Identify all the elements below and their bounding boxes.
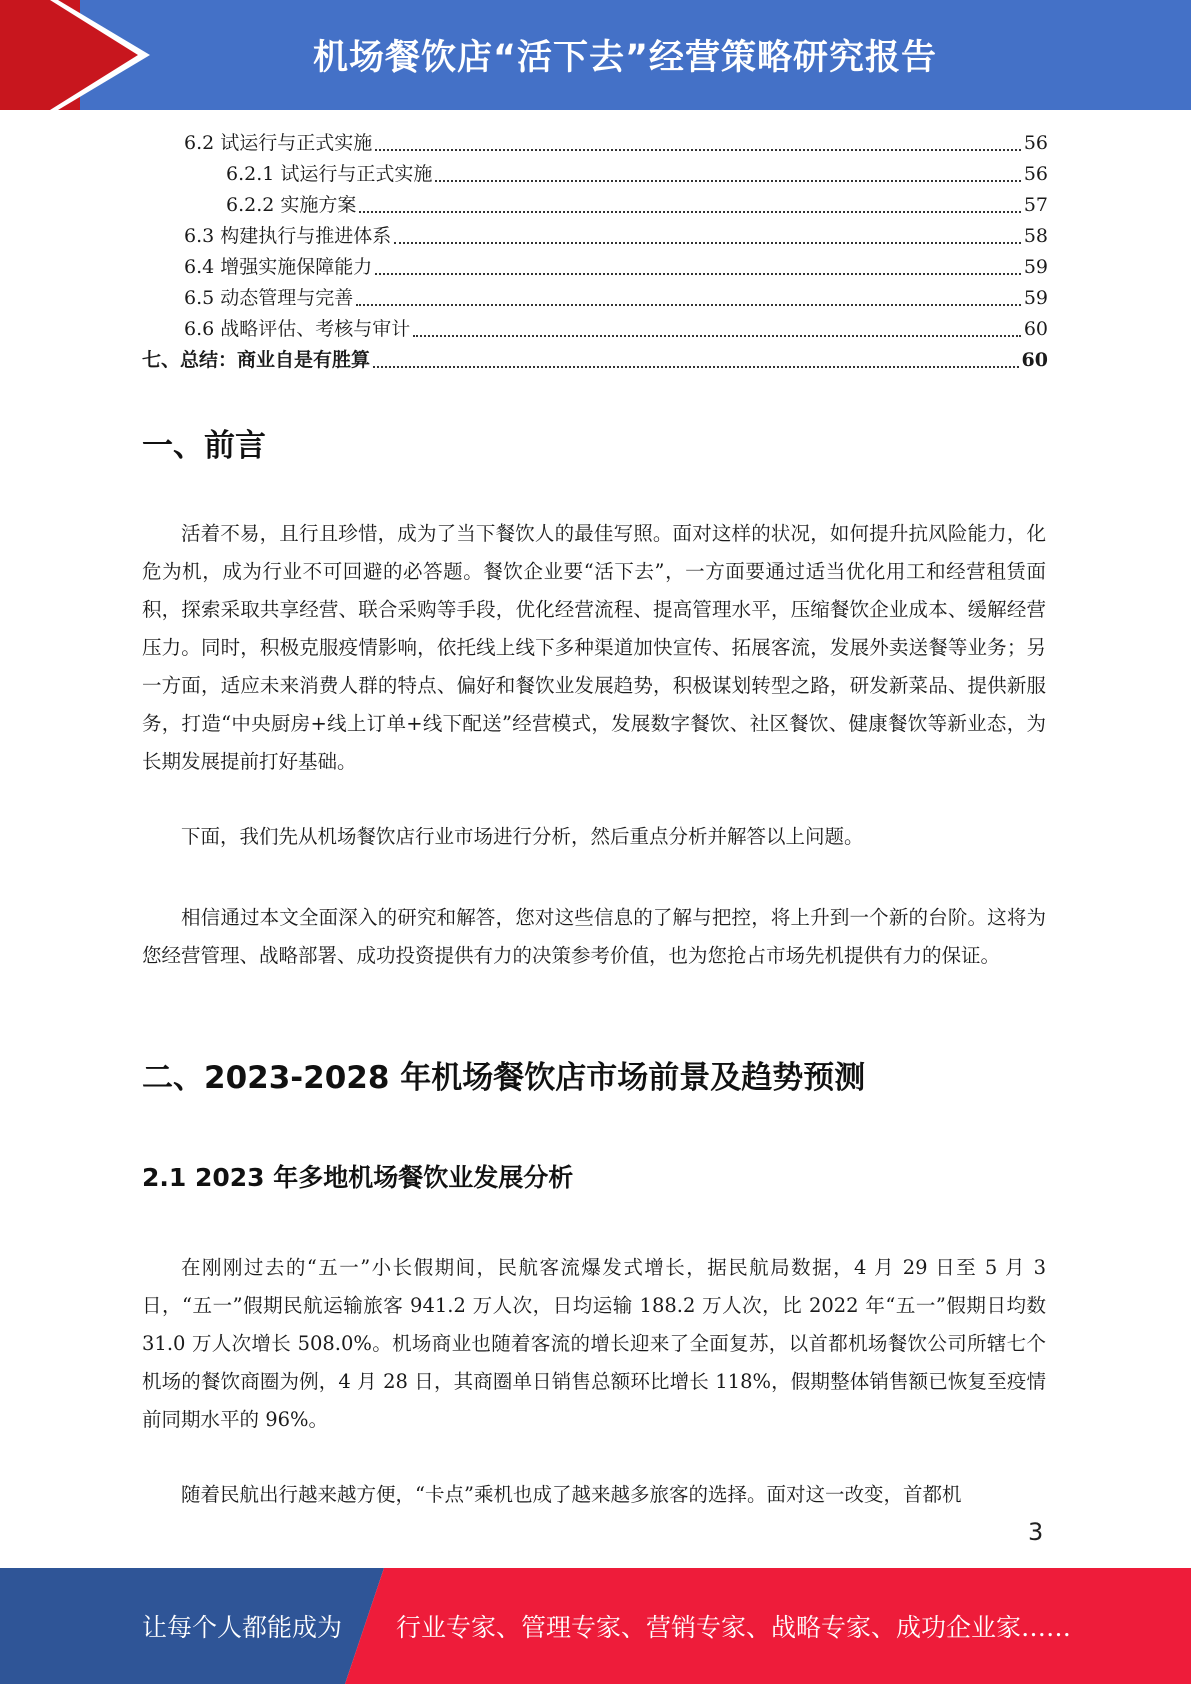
toc-dot-leader [394, 242, 1021, 244]
toc-dot-leader [375, 273, 1021, 275]
toc-entry[interactable] [142, 128, 1048, 159]
report-title: 机场餐饮店“活下去”经营策略研究报告 [312, 38, 937, 78]
table-of-contents [142, 128, 1048, 376]
paragraph: 随着民航出行越来越方便，“卡点”乘机也成了越来越多旅客的选择。面对这一改变，首都机 [181, 1483, 962, 1506]
toc-entry-page: 58 [1023, 225, 1048, 247]
toc-dot-leader [359, 211, 1020, 213]
toc-entry-label: 6.6 战略评估、考核与审计 [184, 318, 411, 340]
toc-entry-label: 七、总结：商业自是有胜算 [142, 349, 371, 371]
paragraph: 下面，我们先从机场餐饮店行业市场进行分析，然后重点分析并解答以上问题。 [181, 825, 864, 848]
footer-slogan-left: 让每个人都能成为 [142, 1613, 343, 1642]
toc-entry-page: 56 [1023, 132, 1048, 154]
toc-dot-leader [435, 180, 1020, 182]
toc-entry[interactable] [142, 345, 1048, 376]
toc-entry-label: 6.2.2 实施方案 [226, 194, 357, 216]
toc-entry-label: 6.4 增强实施保障能力 [184, 256, 373, 278]
toc-entry-page: 56 [1023, 163, 1048, 185]
toc-entry-page: 60 [1021, 349, 1048, 371]
toc-dot-leader [375, 149, 1021, 151]
toc-entry[interactable] [142, 252, 1048, 283]
toc-entry-page: 59 [1023, 287, 1048, 309]
toc-entry[interactable] [142, 314, 1048, 345]
toc-entry-label: 6.5 动态管理与完善 [184, 287, 354, 309]
toc-entry-page: 60 [1023, 318, 1048, 340]
paragraph: 在刚刚过去的“五一”小长假期间，民航客流爆发式增长，据民航局数据，4 月 29 日至 5 月 3 日，“五一”假期民航运输旅客 941.2 万人次，日均运输 188.2 万人次，比 2022 年“五一”假期日均数 31.0 万人次增长 508.0%。机场商业也随着客流的增长迎来了全面复苏，以首都机场餐饮公司所辖七个机场的餐饮商圈为例，4 月 28 日，其商圈单日销售总额环比增长 118%，假期整体销售额已恢复至疫情前同期水平的 96%。 [142, 1256, 1046, 1431]
toc-entry[interactable] [142, 283, 1048, 314]
toc-dot-leader [356, 304, 1021, 306]
paragraph: 活着不易，且行且珍惜，成为了当下餐饮人的最佳写照。面对这样的状况，如何提升抗风险能力，化危为机，成为行业不可回避的必答题。餐饮企业要“活下去”，一方面要通过适当优化用工和经营租赁面积，探索采取共享经营、联合采购等手段，优化经营流程、提高管理水平，压缩餐饮企业成本、缓解经营压力。同时，积极克服疫情影响，依托线上线下多种渠道加快宣传、拓展客流，发展外卖送餐等业务；另一方面，适应未来消费人群的特点、偏好和餐饮业发展趋势，积极谋划转型之路，研发新菜品、提供新服务，打造“中央厨房+线上订单+线下配送”经营模式，发展数字餐饮、社区餐饮、健康餐饮等新业态，为长期发展提前打好基础。 [142, 522, 1046, 773]
header-chevron-icon [0, 0, 160, 110]
toc-entry-label: 6.2.1 试运行与正式实施 [226, 163, 433, 185]
toc-entry-page: 57 [1023, 194, 1048, 216]
section-heading-chapter2: 二、2023-2028 年机场餐饮店市场前景及趋势预测 [142, 1060, 866, 1096]
toc-dot-leader [373, 366, 1019, 368]
toc-entry-label: 6.3 构建执行与推进体系 [184, 225, 392, 247]
paragraph: 相信通过本文全面深入的研究和解答，您对这些信息的了解与把控，将上升到一个新的台阶。这将为您经营管理、战略部署、成功投资提供有力的决策参考价值，也为您抢占市场先机提供有力的保证。 [142, 906, 1046, 967]
toc-entry[interactable] [142, 159, 1048, 190]
subsection-heading: 2.1 2023 年多地机场餐饮业发展分析 [142, 1163, 574, 1192]
toc-entry-page: 59 [1023, 256, 1048, 278]
toc-dot-leader [413, 335, 1021, 337]
toc-entry[interactable] [142, 190, 1048, 221]
footer-slogan-right: 行业专家、管理专家、营销专家、战略专家、成功企业家…… [396, 1613, 1072, 1642]
toc-entry[interactable] [142, 221, 1048, 252]
header-band [0, 0, 1191, 110]
page-number: 3 [1028, 1518, 1044, 1546]
section-heading-preface: 一、前言 [142, 428, 266, 464]
toc-entry-label: 6.2 试运行与正式实施 [184, 132, 373, 154]
